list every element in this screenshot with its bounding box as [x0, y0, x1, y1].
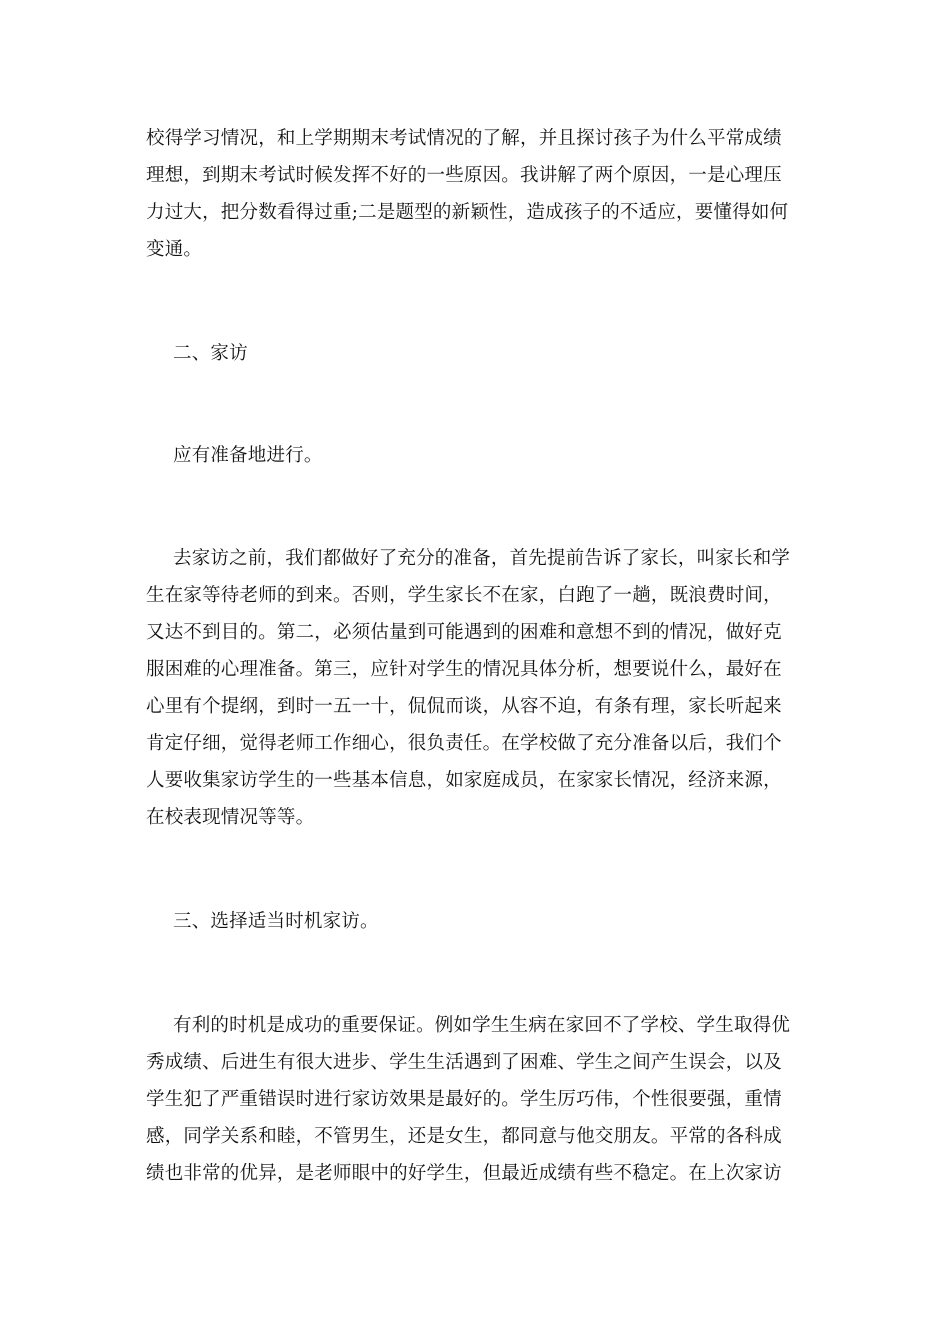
- paragraph-4-line-2: 秀成绩、后进生有很大进步、学生生活遇到了困难、学生之间产生误会，以及: [146, 1052, 782, 1073]
- paragraph-3-line-2: 生在家等待老师的到来。否则，学生家长不在家，白跑了一趟，既浪费时间，: [146, 585, 782, 606]
- paragraph-1-line-1: 校得学习情况，和上学期期末考试情况的了解，并且探讨孩子为什么平常成绩: [146, 128, 782, 149]
- paragraph-1-line-2: 理想，到期末考试时候发挥不好的一些原因。我讲解了两个原因，一是心理压: [146, 165, 782, 186]
- paragraph-4-line-1: 有利的时机是成功的重要保证。例如学生生病在家回不了学校、学生取得优: [173, 1015, 791, 1036]
- paragraph-4-line-5: 绩也非常的优异，是老师眼中的好学生，但最近成绩有些不稳定。在上次家访: [146, 1163, 782, 1184]
- paragraph-1-line-3: 力过大，把分数看得过重;二是题型的新颖性，造成孩子的不适应，要懂得如何: [146, 202, 789, 223]
- paragraph-4-line-3: 学生犯了严重错误时进行家访效果是最好的。学生厉巧伟，个性很要强，重情: [146, 1089, 782, 1110]
- section-heading-home-visit: 二、家访: [173, 343, 248, 364]
- paragraph-4-line-4: 感，同学关系和睦，不管男生，还是女生，都同意与他交朋友。平常的各科成: [146, 1126, 782, 1147]
- section-heading-timing: 三、选择适当时机家访。: [173, 911, 379, 932]
- paragraph-3-line-5: 心里有个提纲，到时一五一十，侃侃而谈，从容不迫，有条有理，家长听起来: [146, 696, 782, 717]
- paragraph-2-line-1: 应有准备地进行。: [173, 445, 323, 466]
- paragraph-3-line-1: 去家访之前，我们都做好了充分的准备，首先提前告诉了家长，叫家长和学: [173, 548, 791, 569]
- paragraph-3-line-3: 又达不到目的。第二，必须估量到可能遇到的困难和意想不到的情况，做好克: [146, 622, 782, 643]
- paragraph-3-line-6: 肯定仔细，觉得老师工作细心，很负责任。在学校做了充分准备以后，我们个: [146, 733, 782, 754]
- paragraph-3-line-7: 人要收集家访学生的一些基本信息，如家庭成员，在家家长情况，经济来源，: [146, 770, 782, 791]
- paragraph-3-line-8: 在校表现情况等等。: [146, 807, 315, 828]
- paragraph-1-line-4: 变通。: [146, 239, 203, 260]
- paragraph-3-line-4: 服困难的心理准备。第三，应针对学生的情况具体分析，想要说什么，最好在: [146, 659, 782, 680]
